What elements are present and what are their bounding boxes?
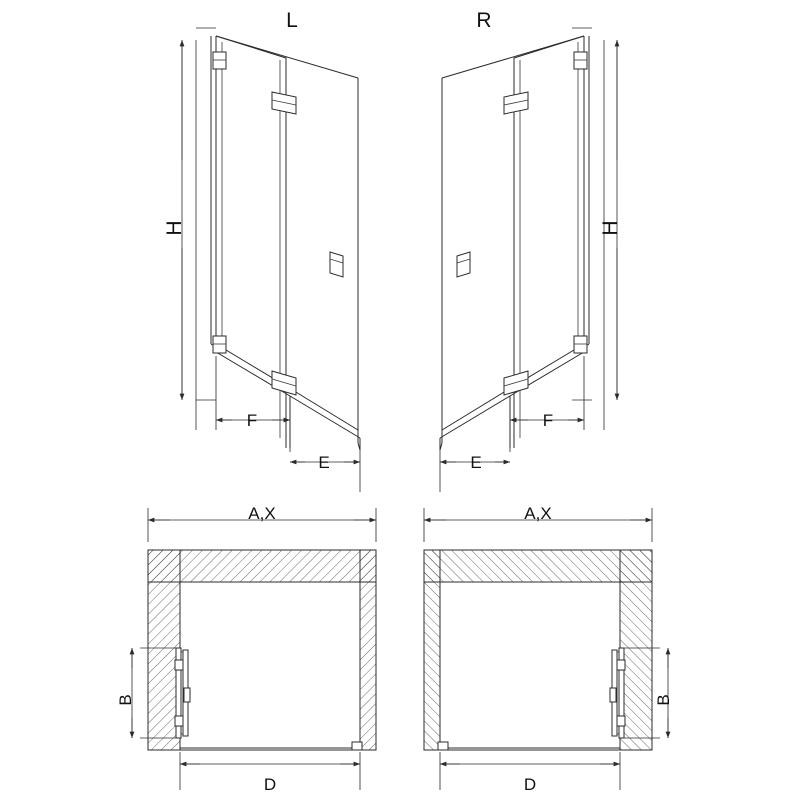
hinge-bottom-right	[574, 336, 587, 353]
dim-label-h-left: H	[163, 220, 186, 236]
elevation-right-view	[440, 28, 617, 492]
dim-label-e-left: E	[318, 453, 330, 472]
dim-label-e-right: E	[470, 453, 482, 472]
plan-door-leaf-left	[175, 648, 190, 738]
hinge-bottom-mid-right	[504, 371, 528, 395]
dim-label-ax-left: A,X	[248, 504, 276, 523]
elevation-left-view	[182, 28, 360, 492]
dim-label-d-left: D	[263, 775, 277, 794]
hinge-top-mid-right	[504, 92, 528, 114]
door-handle-left-view	[330, 252, 343, 277]
label-view-left: L	[286, 9, 298, 32]
door-handle-right-view	[457, 252, 470, 277]
hinge-top-mid	[272, 92, 296, 114]
dim-label-b-right: B	[654, 694, 673, 706]
plan-right-view	[424, 508, 668, 790]
hinge-bottom-left	[213, 336, 226, 353]
dim-label-h-right: H	[599, 220, 622, 236]
hinge-top-left	[213, 52, 226, 69]
label-view-right: R	[476, 9, 492, 32]
hinge-top-right	[574, 52, 587, 69]
dim-label-f-right: F	[542, 411, 554, 430]
plan-door-leaf-right	[610, 648, 625, 738]
hinge-bottom-mid	[272, 371, 296, 395]
dim-label-ax-right: A,X	[524, 504, 552, 523]
dim-label-d-right: D	[523, 775, 537, 794]
plan-left-view	[132, 508, 376, 790]
dim-label-f-left: F	[246, 411, 258, 430]
dim-label-b-left: B	[116, 694, 135, 706]
